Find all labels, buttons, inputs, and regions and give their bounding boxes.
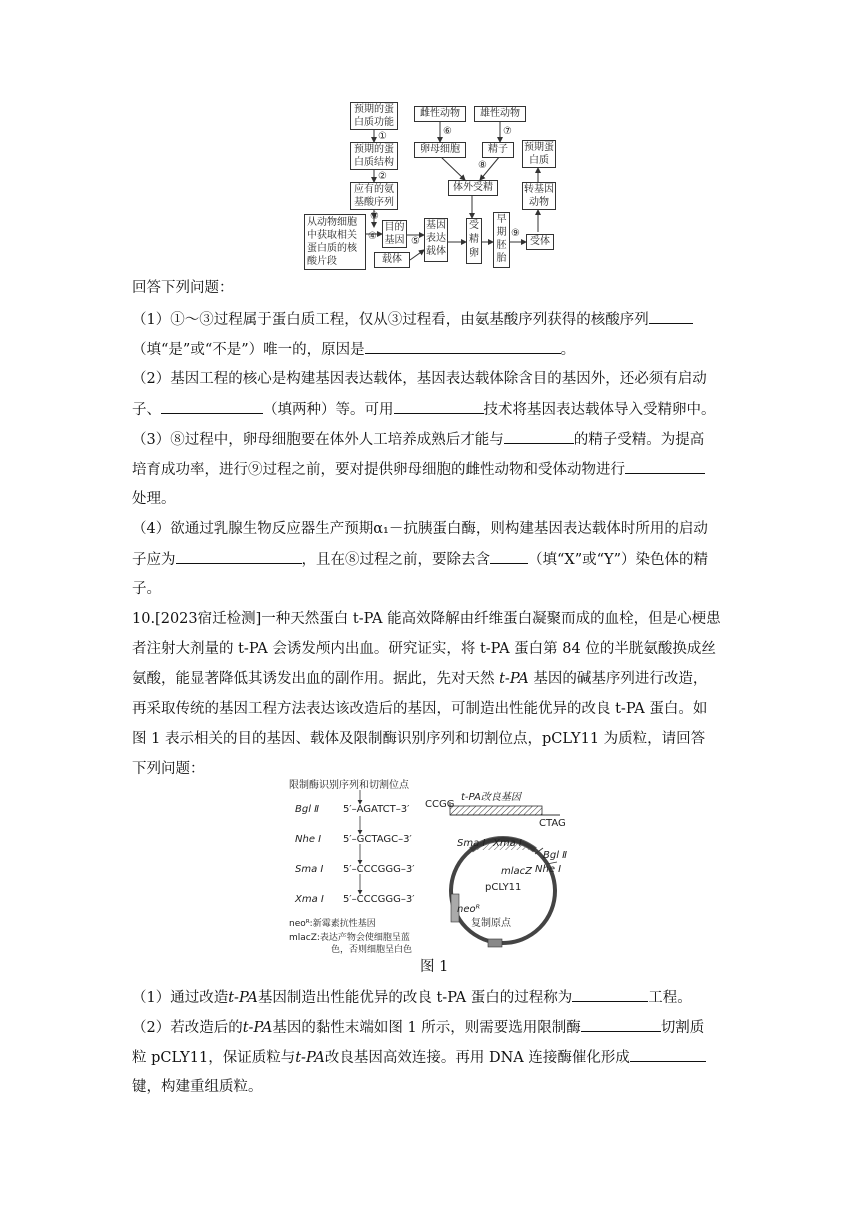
- s3-text-2: 改良基因高效连接。再用 DNA 连接酶催化形成: [324, 1050, 630, 1066]
- box-female-animal: 雌性动物: [414, 106, 466, 122]
- sticky-end-ctag: CTAG: [539, 818, 566, 829]
- enzyme-sma-name: Sma Ⅰ: [295, 864, 324, 875]
- box-vector: 载体: [374, 252, 410, 268]
- note-neo: neoᴿ:新霉素抗性基因: [289, 919, 376, 929]
- enzyme-xma-name: Xma Ⅰ: [295, 894, 324, 905]
- s1-text-3: 工程。: [648, 990, 692, 1006]
- q4-text-3: （填“X”或“Y”）染色体的精: [528, 552, 709, 568]
- step-8-label: ⑧: [478, 160, 487, 171]
- q10-line-2: 者注射大剂量的 t-PA 会诱发颅内出血。研究证实，将 t-PA 蛋白第 84 位的半胱氨酸换成丝: [132, 641, 716, 657]
- enzyme-bgl-name: Bgl Ⅱ: [295, 804, 320, 815]
- box-expected-structure: 预期的蛋白质结构: [350, 142, 398, 170]
- answer-blank[interactable]: [572, 987, 648, 1002]
- q10-line-3: [132, 669, 732, 689]
- q10-line-1: 10.[2023宿迁检测]一种天然蛋白 t-PA 能高效降解由纤维蛋白凝聚而成的血栓，但是心梗患: [132, 611, 721, 627]
- gene-name-italic: t-PA: [228, 990, 258, 1006]
- site-bgl: Bgl Ⅱ: [543, 850, 568, 861]
- q4-text-2: ，且在⑧过程之前，要除去含: [301, 552, 490, 568]
- enzyme-table-heading: 限制酶识别序列和切割位点: [289, 780, 409, 791]
- s1-text-2: 基因制造出性能优异的改良 t-PA 蛋白的过程称为: [257, 990, 573, 1006]
- gene-name-italic: t-PA: [242, 1020, 273, 1036]
- q2-line-1: （2）基因工程的核心是构建基因表达载体，基因表达载体除含目的基因外，还必须有启动: [132, 371, 707, 387]
- answer-blank[interactable]: [394, 399, 484, 414]
- enzyme-nhe-seq: 5′–GCTAGC–3′: [343, 834, 412, 845]
- q2-text: 子、: [132, 402, 161, 418]
- answer-blank[interactable]: [649, 309, 693, 324]
- answer-blank[interactable]: [161, 399, 263, 414]
- answer-blank[interactable]: [490, 549, 528, 564]
- q2-text-3: 技术将基因表达载体导入受精卵中。: [483, 402, 716, 418]
- answer-blank[interactable]: [625, 459, 705, 474]
- q10-text-2: 基因的碱基序列进行改造，: [533, 671, 708, 687]
- q4-text: 子应为: [132, 552, 176, 568]
- s3-text: 粒 pCLY11，保证质粒与: [132, 1050, 296, 1066]
- q1-text: （1）①～③过程属于蛋白质工程，仅从③过程看，由氨基酸序列获得的核酸序列: [132, 312, 649, 328]
- q10-line-5: 图 1 表示相关的目的基因、载体及限制酶识别序列和切割位点，pCLY11 为质粒，请回答: [132, 731, 706, 747]
- gene-label: t-PA改良基因: [461, 792, 521, 803]
- box-sperm: 精子: [482, 142, 514, 158]
- box-expression-vector: 基因表达载体: [424, 218, 448, 262]
- q4-line-3: 子。: [132, 581, 161, 597]
- site-sma: Sma Ⅰ: [457, 838, 486, 849]
- box-oocyte: 卵母细胞: [414, 142, 466, 158]
- s2-text-3: 切割质: [660, 1020, 705, 1036]
- enzyme-bgl-seq: 5′–AGATCT–3′: [343, 804, 410, 815]
- box-in-vitro-fertilization: 体外受精: [448, 180, 498, 196]
- site-nhe: Nhe Ⅰ: [535, 864, 562, 875]
- flowchart-figure: [300, 100, 570, 272]
- step-3-label: ③: [370, 211, 379, 222]
- plasmid-name: pCLY11: [485, 882, 522, 893]
- box-expected-function: 预期的蛋白质功能: [350, 102, 398, 130]
- q10-text: 氨酸，能显著降低其诱发出血的副作用。据此，先对天然: [132, 671, 495, 687]
- q2-line-2: [132, 399, 732, 420]
- box-target-gene: 目的基因: [382, 220, 407, 248]
- s1-text: （1）通过改造: [132, 990, 229, 1006]
- plasmid-figure: [285, 776, 585, 972]
- note-mlacz-1: mlacZ:表达产物会使细胞呈蓝: [289, 933, 410, 943]
- q3-line-2: [132, 459, 732, 480]
- note-mlacz-2: 色，否则细胞呈白色: [331, 945, 413, 955]
- box-expected-protein: 预期蛋白质: [524, 142, 554, 166]
- answer-blank[interactable]: [365, 339, 561, 354]
- figure-caption: 图 1: [420, 959, 449, 975]
- s1-line: [132, 987, 732, 1008]
- mlacz-label: mlacZ: [501, 866, 532, 877]
- q4-line-2: [132, 549, 732, 570]
- q2-text-2: （填两种）等。可用: [263, 402, 394, 418]
- neo-label: neoᴿ: [457, 904, 480, 915]
- box-amino-acid-sequence: 应有的氨基酸序列: [350, 182, 398, 210]
- box-nucleic-acid-fragment: 从动物细胞中获取相关蛋白质的核酸片段: [304, 214, 366, 270]
- step-4-label: ④: [368, 231, 377, 242]
- enzyme-nhe-name: Nhe Ⅰ: [295, 834, 322, 845]
- s2-text: （2）若改造后的: [132, 1020, 243, 1036]
- q1-line-2: [132, 339, 732, 360]
- q1-text-2: （填“是”或“不是”）唯一的，原因是: [132, 342, 365, 358]
- q3-line-1: [132, 429, 732, 450]
- gene-name-italic: t-PA: [499, 671, 529, 687]
- box-recipient: 受体: [526, 234, 554, 250]
- s2-line: [132, 1017, 732, 1038]
- step-6-label: ⑥: [443, 126, 452, 137]
- q3-text-2: 的精子受精。为提高: [573, 432, 705, 448]
- enzyme-sma-seq: 5′–CCCGGG–3′: [343, 864, 415, 875]
- q1-text-3: 。: [560, 342, 576, 358]
- enzyme-xma-seq: 5′–CCCGGG–3′: [343, 894, 415, 905]
- ori-label: 复制原点: [471, 918, 511, 929]
- step-2-label: ②: [378, 171, 387, 182]
- step-5-label: ⑤: [411, 236, 420, 247]
- step-9-label: ⑨: [511, 228, 520, 239]
- gene-name-italic: t-PA: [295, 1050, 325, 1066]
- q3-line-3: 处理。: [132, 491, 176, 507]
- q1-line-1: [132, 309, 732, 330]
- answer-blank[interactable]: [176, 549, 302, 564]
- q10-line-4: 再采取传统的基因工程方法表达该改造后的基因，可制造出性能优异的改良 t-PA 蛋白。如: [132, 701, 708, 717]
- q10-line-6: 下列问题：: [132, 761, 205, 777]
- box-male-animal: 雄性动物: [474, 106, 526, 122]
- box-transgenic-animal: 转基因动物: [524, 184, 554, 208]
- box-early-embryo: 早期胚胎: [493, 212, 510, 268]
- intro-line: 回答下列问题：: [132, 280, 234, 296]
- step-1-label: ①: [378, 131, 387, 142]
- step-7-label: ⑦: [503, 126, 512, 137]
- box-zygote: 受精卵: [466, 218, 482, 264]
- q4-line-1: （4）欲通过乳腺生物反应器生产预期α₁－抗胰蛋白酶，则构建基因表达载体时所用的启动: [132, 521, 708, 537]
- site-xma: Xma Ⅰ: [493, 838, 522, 849]
- sticky-end-ccgg: CCGG: [425, 799, 455, 810]
- q3-text: （3）⑧过程中，卵母细胞要在体外人工培养成熟后才能与: [132, 432, 504, 448]
- answer-blank[interactable]: [630, 1047, 706, 1062]
- answer-blank[interactable]: [581, 1017, 661, 1032]
- s2-text-2: 基因的黏性末端如图 1 所示，则需要选用限制酶: [272, 1020, 581, 1036]
- s3-line: [132, 1047, 732, 1068]
- s4-line: 键，构建重组质粒。: [132, 1079, 263, 1095]
- answer-blank[interactable]: [504, 429, 574, 444]
- q3-text-3: 培育成功率，进行⑨过程之前，要对提供卵母细胞的雌性动物和受体动物进行: [132, 462, 625, 478]
